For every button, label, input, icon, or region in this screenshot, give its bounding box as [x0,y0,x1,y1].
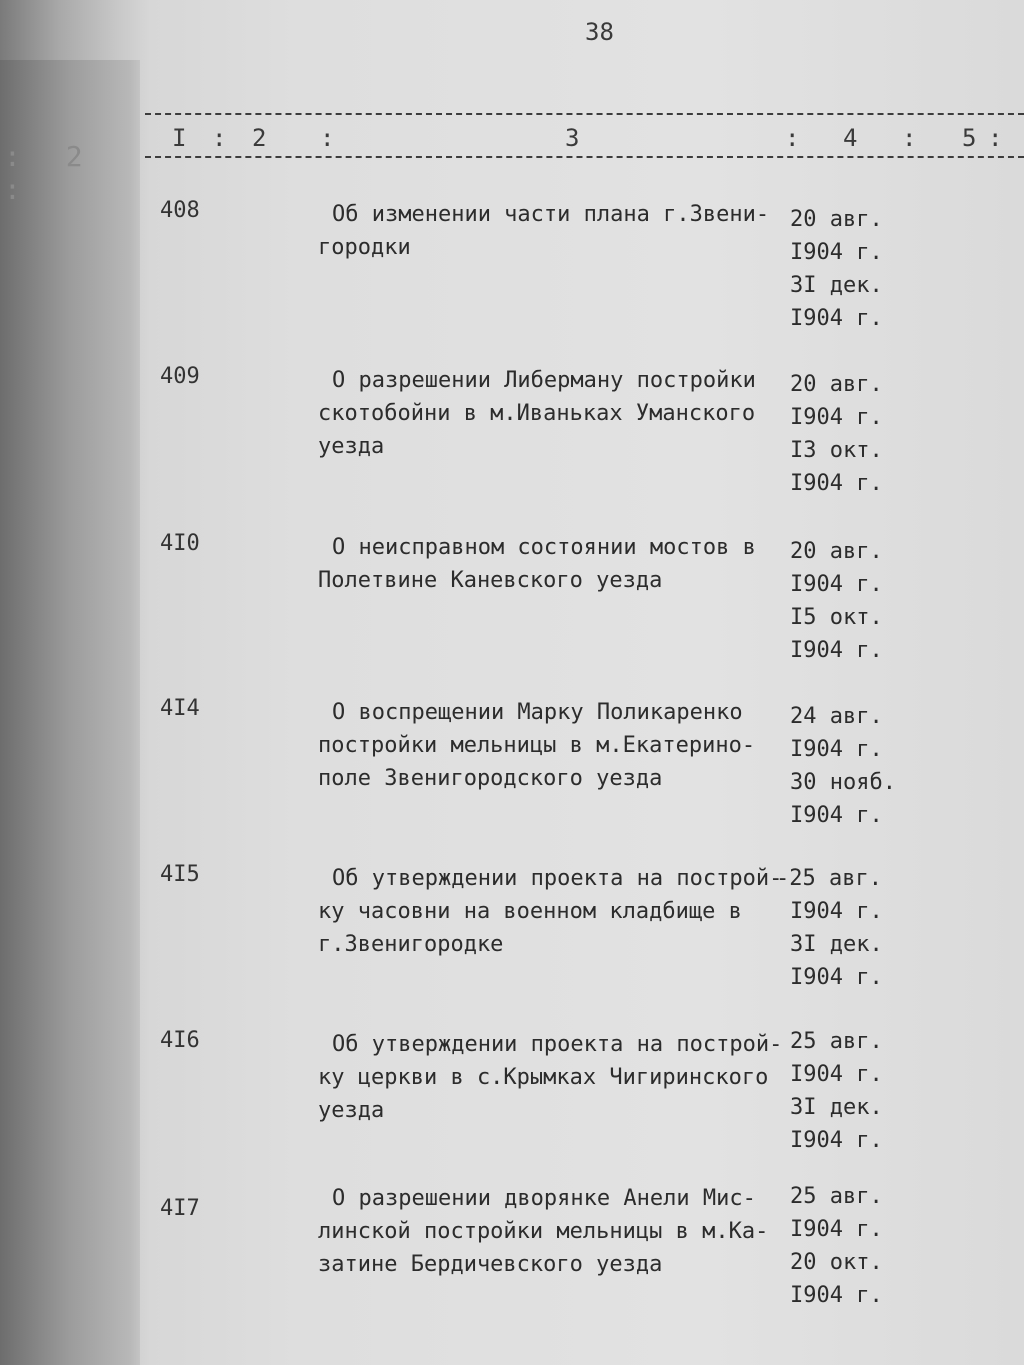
entry-title-line: Полетвине Каневского уезда [318,568,663,593]
entry-title-line: г.Звенигородке [318,932,504,957]
entry-dates [790,368,900,500]
adjacent-page-marks: : 2 : [4,140,97,206]
entry-start-date: 20 авг. [790,372,883,397]
column-header-5: 5 [962,124,977,152]
entry-end-date: I5 окт. [790,605,883,630]
entry-end-date: 20 окт. [790,1250,883,1275]
entry-number: 409 [160,364,200,389]
entry-dates [790,203,900,335]
entry-number: 4I0 [160,531,200,556]
entry-title-line: ку церкви в с.Крымках Чигиринского [318,1065,769,1090]
entry-start-date: 25 авг. [790,1184,883,1209]
column-separator: : [785,124,800,152]
entry-end-date: 3I дек. [790,932,883,957]
entry-title-line: поле Звенигородского уезда [318,766,663,791]
header-top-rule [145,113,1024,115]
entry-number: 408 [160,198,200,223]
entry-start-year: I904 г. [790,1217,883,1242]
entry-title-line: скотобойни в м.Иванькаx Уманского [318,401,756,426]
entry-title-line: Об утверждении проекта на построй- [332,866,783,891]
entry-end-date: 30 нояб. [790,770,896,795]
entry-title-line: затине Бердичевского уезда [318,1252,663,1277]
entry-start-year: I904 г. [790,737,883,762]
entry-title [318,1182,788,1281]
entry-title-line: Об изменении части плана г.Звени- [332,202,770,227]
entry-dates [790,535,900,667]
entry-end-date: 3I дек. [790,1095,883,1120]
entry-number: 4I7 [160,1196,200,1221]
entry-start-date: 24 авг. [790,704,883,729]
entry-title-line: О разрешении Либерману постройки [332,368,756,393]
entry-dates [790,700,900,832]
entry-title-line: городки [318,235,411,260]
entry-end-year: I904 г. [790,306,883,331]
entry-start-year: I904 г. [790,1062,883,1087]
entry-title-line: О разрешении дворянке Анели Мис- [332,1186,756,1211]
entry-end-year: I904 г. [790,638,883,663]
entry-title-line: постройки мельницы в м.Екатерино- [318,733,756,758]
entry-title [318,531,788,597]
entry-end-date: I3 окт. [790,438,883,463]
page-number: 38 [585,18,614,46]
entry-dates [790,1180,900,1312]
entry-end-date: 3I дек. [790,273,883,298]
entry-start-year: I904 г. [790,899,883,924]
entry-end-year: I904 г. [790,965,883,990]
column-separator: : [988,124,1003,152]
entry-title [318,696,788,795]
entry-start-date: 20 авг. [790,539,883,564]
entry-title-line: уезда [318,434,385,459]
entry-dates [776,862,886,994]
entry-title-line: уезда [318,1098,385,1123]
column-header-1: I [172,124,187,152]
column-header-2: 2 [252,124,267,152]
entry-number: 4I4 [160,696,200,721]
entry-title-line: О неисправном состоянии мостов в [332,535,756,560]
adjacent-page-edge [0,60,140,1365]
entry-title-line: ку часовни на военном кладбище в [318,899,742,924]
column-header-3: 3 [565,124,580,152]
entry-start-year: I904 г. [790,572,883,597]
entry-end-year: I904 г. [790,1128,883,1153]
entry-title [318,364,788,463]
entry-title-line: О воспрещении Марку Поликаренко [332,700,743,725]
entry-title-line: линской постройки мельницы в м.Ка- [318,1219,769,1244]
entry-start-date: -25 авг. [776,866,882,891]
column-separator: : [320,124,335,152]
entry-number: 4I5 [160,862,200,887]
entry-start-year: I904 г. [790,240,883,265]
entry-title [318,1028,788,1127]
entry-number: 4I6 [160,1028,200,1053]
column-separator: : [212,124,227,152]
entry-title [318,862,788,961]
entry-dates [790,1025,900,1157]
entry-title [318,198,788,264]
entry-end-year: I904 г. [790,471,883,496]
entry-start-date: 20 авг. [790,207,883,232]
entry-title-line: Об утверждении проекта на построй- [332,1032,783,1057]
column-separator: : [902,124,917,152]
entry-end-year: I904 г. [790,803,883,828]
column-header-4: 4 [843,124,858,152]
header-bottom-rule [145,156,1024,158]
entry-start-date: 25 авг. [790,1029,883,1054]
entry-end-year: I904 г. [790,1283,883,1308]
entry-start-year: I904 г. [790,405,883,430]
